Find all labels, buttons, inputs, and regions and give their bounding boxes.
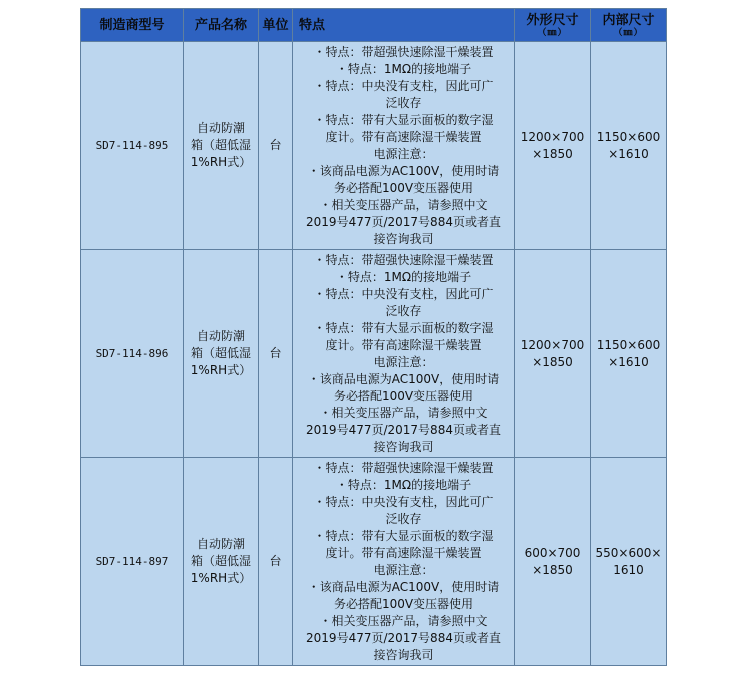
feature-line: 2019号477页/2017号884页或者直 xyxy=(306,630,501,645)
product-name-line: 1%RH式） xyxy=(190,363,252,377)
feature-line: 务必搭配100V变压器使用 xyxy=(333,180,474,195)
feature-line: ・该商品电源为AC100V，使用时请 xyxy=(307,579,500,594)
unit-cell: 台 xyxy=(259,250,293,458)
feature-line: 泛收存 xyxy=(385,95,422,110)
feature-line: ・特点：带有大显示面板的数字湿 xyxy=(313,528,494,543)
feature-line: 度计。带有高速除湿干燥装置 xyxy=(325,545,482,560)
features-cell xyxy=(293,42,515,250)
product-name-line: 1%RH式） xyxy=(190,571,252,585)
table-row xyxy=(81,42,667,250)
feature-line: 电源注意： xyxy=(373,562,434,577)
outer-size-cell xyxy=(515,458,591,666)
product-name-line: 箱（超低湿 xyxy=(190,138,251,152)
outer-size-line: ×1850 xyxy=(532,354,573,369)
inner-size-line: 1610 xyxy=(613,562,644,577)
header-outer-size xyxy=(515,9,591,42)
feature-line: 接咨询我司 xyxy=(373,647,434,662)
outer-size-line: 1200×700 xyxy=(520,337,585,352)
feature-line: 2019号477页/2017号884页或者直 xyxy=(306,422,501,437)
header-outer-size-label: 外形尺寸 xyxy=(526,12,579,28)
feature-line: ・特点：带有大显示面板的数字湿 xyxy=(313,112,494,127)
feature-line: ・特点：带超强快速除湿干燥装置 xyxy=(313,252,494,267)
feature-line: 务必搭配100V变压器使用 xyxy=(333,596,474,611)
feature-line: ・特点：中央没有支柱，因此可广 xyxy=(313,494,494,509)
unit-cell: 台 xyxy=(259,458,293,666)
feature-line: ・特点：中央没有支柱，因此可广 xyxy=(313,78,494,93)
outer-size-line: 1200×700 xyxy=(520,129,585,144)
inner-size-cell xyxy=(591,250,667,458)
outer-size-cell xyxy=(515,42,591,250)
feature-line: ・特点：1MΩ的接地端子 xyxy=(335,477,472,492)
product-name-line: 1%RH式） xyxy=(190,155,252,169)
feature-line: 务必搭配100V变压器使用 xyxy=(333,388,474,403)
feature-line: ・该商品电源为AC100V，使用时请 xyxy=(307,371,500,386)
table-body xyxy=(81,42,667,666)
feature-line: 电源注意： xyxy=(373,146,434,161)
feature-line: ・相关变压器产品，请参照中文 xyxy=(319,405,488,420)
product-name-line: 箱（超低湿 xyxy=(190,554,251,568)
feature-line: 度计。带有高速除湿干燥装置 xyxy=(325,129,482,144)
feature-line: ・相关变压器产品，请参照中文 xyxy=(319,197,488,212)
model-number-cell: SD7-114-896 xyxy=(81,250,184,458)
feature-line: ・特点：带超强快速除湿干燥装置 xyxy=(313,460,494,475)
feature-line: 2019号477页/2017号884页或者直 xyxy=(306,214,501,229)
header-maker-model: 制造商型号 xyxy=(81,9,184,42)
unit-cell: 台 xyxy=(259,42,293,250)
feature-line: 度计。带有高速除湿干燥装置 xyxy=(325,337,482,352)
product-spec-table xyxy=(80,8,667,666)
header-outer-size-unit: （㎜） xyxy=(537,27,568,38)
table-header-row xyxy=(81,9,667,42)
product-name-cell xyxy=(184,250,259,458)
inner-size-line: ×1610 xyxy=(608,146,649,161)
inner-size-line: ×1610 xyxy=(608,354,649,369)
feature-line: ・特点：1MΩ的接地端子 xyxy=(335,269,472,284)
header-inner-size xyxy=(591,9,667,42)
inner-size-cell xyxy=(591,42,667,250)
feature-line: 泛收存 xyxy=(385,303,422,318)
model-number-cell: SD7-114-897 xyxy=(81,458,184,666)
model-number-cell: SD7-114-895 xyxy=(81,42,184,250)
table-row xyxy=(81,250,667,458)
product-name-line: 箱（超低湿 xyxy=(190,346,251,360)
product-name-line: 自动防潮 xyxy=(196,121,245,135)
product-name-line: 自动防潮 xyxy=(196,329,245,343)
feature-line: ・特点：1MΩ的接地端子 xyxy=(335,61,472,76)
feature-line: ・相关变压器产品，请参照中文 xyxy=(319,613,488,628)
header-inner-size-unit: （㎜） xyxy=(613,27,644,38)
product-name-cell xyxy=(184,458,259,666)
outer-size-cell xyxy=(515,250,591,458)
feature-line: 接咨询我司 xyxy=(373,439,434,454)
feature-line: ・特点：带有大显示面板的数字湿 xyxy=(313,320,494,335)
header-product-name: 产品名称 xyxy=(184,9,259,42)
feature-line: ・特点：带超强快速除湿干燥装置 xyxy=(313,44,494,59)
inner-size-line: 550×600× xyxy=(595,545,662,560)
feature-line: 泛收存 xyxy=(385,511,422,526)
outer-size-line: 600×700 xyxy=(524,545,581,560)
inner-size-cell xyxy=(591,458,667,666)
header-features: 特点 xyxy=(293,9,515,42)
feature-line: ・特点：中央没有支柱，因此可广 xyxy=(313,286,494,301)
outer-size-line: ×1850 xyxy=(532,562,573,577)
table-row xyxy=(81,458,667,666)
header-unit: 单位 xyxy=(259,9,293,42)
inner-size-line: 1150×600 xyxy=(596,337,661,352)
feature-line: 电源注意： xyxy=(373,354,434,369)
feature-line: ・该商品电源为AC100V，使用时请 xyxy=(307,163,500,178)
product-name-cell xyxy=(184,42,259,250)
header-inner-size-label: 内部尺寸 xyxy=(602,12,655,28)
features-cell xyxy=(293,250,515,458)
outer-size-line: ×1850 xyxy=(532,146,573,161)
features-cell xyxy=(293,458,515,666)
product-name-line: 自动防潮 xyxy=(196,537,245,551)
feature-line: 接咨询我司 xyxy=(373,231,434,246)
inner-size-line: 1150×600 xyxy=(596,129,661,144)
